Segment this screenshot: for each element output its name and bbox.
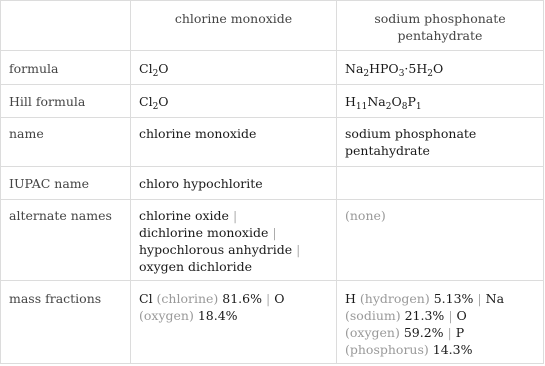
table-row-formula bbox=[1, 51, 543, 85]
header-label-line1: sodium phosphonate bbox=[374, 11, 506, 26]
row-label: name bbox=[9, 126, 44, 141]
row-label-cell bbox=[1, 51, 130, 84]
hill-cell-2 bbox=[336, 85, 543, 117]
iupac-cell-1 bbox=[130, 167, 336, 199]
mass-fractions-cell-2 bbox=[336, 281, 543, 364]
mass-fraction-line: (oxygen) 59.2% | P bbox=[345, 325, 465, 340]
chemical-formula: $Na_2HPO_3\cdot 5H_2O$ bbox=[345, 61, 444, 79]
row-label-cell bbox=[1, 167, 130, 199]
table-row-hill-formula bbox=[1, 85, 543, 118]
table-header-row bbox=[1, 1, 543, 51]
header-cell-sodium-phosphonate bbox=[336, 1, 543, 50]
table-row-alternate-names bbox=[1, 200, 543, 281]
mass-fraction-line: (phosphorus) 14.3% bbox=[345, 342, 473, 357]
mass-fraction-line: H (hydrogen) 5.13% | Na bbox=[345, 291, 505, 306]
alt-name-none: (none) bbox=[345, 208, 386, 223]
row-label-cell bbox=[1, 118, 130, 166]
mass-fractions-cell-1 bbox=[130, 281, 336, 364]
row-label: IUPAC name bbox=[9, 176, 90, 191]
alt-name-line: oxygen dichloride bbox=[139, 259, 253, 274]
header-label-line2: pentahydrate bbox=[397, 28, 483, 43]
hill-formula: $Cl_2O$ bbox=[139, 94, 169, 112]
formula-cell-2 bbox=[336, 51, 543, 84]
mass-fraction-line: Cl (chlorine) 81.6% | O bbox=[139, 291, 285, 306]
alt-name-line: hypochlorous anhydride | bbox=[139, 242, 301, 257]
mass-fraction-line: (oxygen) 18.4% bbox=[139, 308, 238, 323]
table-row-name bbox=[1, 118, 543, 167]
alt-names-cell-2 bbox=[336, 200, 543, 280]
alt-name-line: chlorine oxide | bbox=[139, 208, 238, 223]
header-empty-cell bbox=[1, 1, 130, 50]
compound-name-line1: sodium phosphonate bbox=[345, 126, 477, 141]
alt-name-line: dichlorine monoxide | bbox=[139, 225, 277, 240]
header-label: chlorine monoxide bbox=[174, 11, 293, 26]
compound-name-line2: pentahydrate bbox=[345, 143, 430, 158]
row-label-cell bbox=[1, 281, 130, 364]
mass-fraction-line: (sodium) 21.3% | O bbox=[345, 308, 467, 323]
iupac-name: chloro hypochlorite bbox=[139, 176, 263, 191]
alt-names-cell-1 bbox=[130, 200, 336, 280]
header-cell-chlorine-monoxide bbox=[130, 1, 336, 50]
compound-name: chlorine monoxide bbox=[139, 126, 257, 141]
chemical-formula: $Cl_2O$ bbox=[139, 61, 169, 79]
name-cell-1 bbox=[130, 118, 336, 166]
row-label-cell bbox=[1, 200, 130, 280]
name-cell-2 bbox=[336, 118, 543, 166]
iupac-cell-2 bbox=[336, 167, 543, 199]
table-row-iupac-name bbox=[1, 167, 543, 200]
row-label: mass fractions bbox=[9, 291, 102, 306]
row-label: Hill formula bbox=[9, 94, 86, 109]
formula-cell-1 bbox=[130, 51, 336, 84]
table-row-mass-fractions bbox=[1, 281, 543, 364]
row-label: alternate names bbox=[9, 208, 112, 223]
row-label: formula bbox=[9, 61, 59, 76]
hill-cell-1 bbox=[130, 85, 336, 117]
row-label-cell bbox=[1, 85, 130, 117]
hill-formula: $H_{11}Na_2O_8P_1$ bbox=[345, 94, 422, 112]
